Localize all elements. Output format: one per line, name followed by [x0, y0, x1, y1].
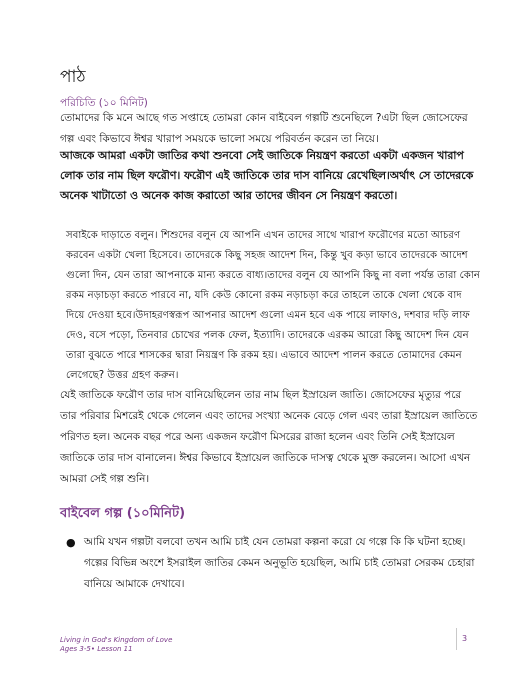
bullet-list-item — [66, 532, 486, 595]
footer — [60, 636, 172, 654]
paragraph-activity: সবাইকে দাড়াতে বলুন। শিশুদের বলুন যে আপনি এখন তাদের সাথে খারাপ ফরৌণের মতো আচরণ করবেন একটা খেলা হিসেবে। তাদেরকে কিছু সহজ আদেশ দিন, কিন্তু খুব কড়া ভাবে তাদেরকে আদেশ গুলো দিন, যেন তারা আপনাকে মান্য করতে বাধ্য।তাদের বলুন যে আপনি কিছু না বলা পর্যন্ত তারা কোন রকম নড়াচড়া করতে পারবে না, যদি কেউ কোনো রকম নড়াচড়া করে তাহলে তাকে খেলা থেকে বাদ দিয়ে দেওয়া হবে।উদাহরণস্বরূপ আপনার আদেশ গুলো এমন হবে এক পায়ে লাফাও, দশবার দড়ি লাফ দেও, বসে পড়ো, তিনবার চোখের পলক ফেল, ইত্যাদি। তাদেরকে এরকম আরো কিছু আদেশ দিন যেন তারা বুঝতে পারে শাসকের দ্বারা নিয়ন্ত্রণ কি রকম হয়। এভাবে আদেশ পালন করতে তোমাদের কেমন লেগেছে? উত্তর গ্রহণ করুন। — [66, 230, 480, 381]
page-number: 3 — [462, 634, 468, 643]
footer-divider — [456, 628, 457, 650]
intro-label: পরিচিতি (১০ মিনিট) — [60, 97, 148, 109]
paragraph-israel: যেই জাতিকে ফরৌণ তার দাস বানিয়েছিলেন তার নাম ছিল ইস্রায়েল জাতি। জোসেফের মৃত্যুর পরে তার পরিবার মিশরেই থেকে গেলেন এবং তাদের সংখ্যা অনেক বেড়ে গেল এবং তারা ইস্রায়েল জাতিতে পরিণত হল। অনেক বছর পরে অন্য একজন ফরৌণ মিসরের রাজা হলেন এবং তিনি সেই ইস্রায়েল জাতিকে তার দাস বানালেন। ঈশ্বর কিভাবে ইস্রায়েল জাতিকে দাসত্ব থেকে মুক্ত করলেন। আসো এখন আমরা সেই গল্প শুনি। — [60, 389, 478, 485]
page-heading: পাঠ — [60, 67, 86, 87]
footer-title: Living in God's Kingdom of Love — [60, 636, 173, 644]
bullet-text: আমি যখন গল্পটা বলবো তখন আমি চাই যেন তোমরা কল্পনা করো যে গল্পে কি কি ঘটনা হচ্ছে। গল্পের বিভিন্ন অংশে ইসরাইল জাতির কেমন অনুভূতি হয়েছিল, আমি চাই তোমরা সেরকম চেহারা বানিয়ে আমাকে দেখাবে। — [84, 536, 475, 590]
paragraph-pharaoh-intro: আজকে আমরা একটা জাতির কথা শুনবো সেই জাতিকে নিয়ন্ত্রণ করতো একটা একজন খারাপ লোক তার নাম ছিল ফরৌণ। ফরৌণ এই জাতিকে তার দাস বানিয়ে রেখেছিল।অর্থাৎ সে তাদেরকে অনেক খাটাতো ও অনেক কাজ করাতো আর তাদের জীবন সে নিয়ন্ত্রণ করতো। — [60, 149, 474, 202]
bullet-dot-icon: ● — [66, 536, 76, 549]
paragraph-intro-question: তোমাদের কি মনে আছে গত সপ্তাহে তোমরা কোন বাইবেল গল্পটি শুনেছিলে ?এটা ছিল জোসেফের গল্প এবং কিভাবে ঈশ্বর খারাপ সময়কে ভালো সময়ে পরিবর্তন করেন তা নিয়ে। — [60, 112, 468, 145]
section-title-bible-story: বাইবেল গল্প (১০মিনিট) — [60, 506, 186, 521]
footer-subtitle: Ages 3-5• Lesson 11 — [60, 645, 133, 653]
